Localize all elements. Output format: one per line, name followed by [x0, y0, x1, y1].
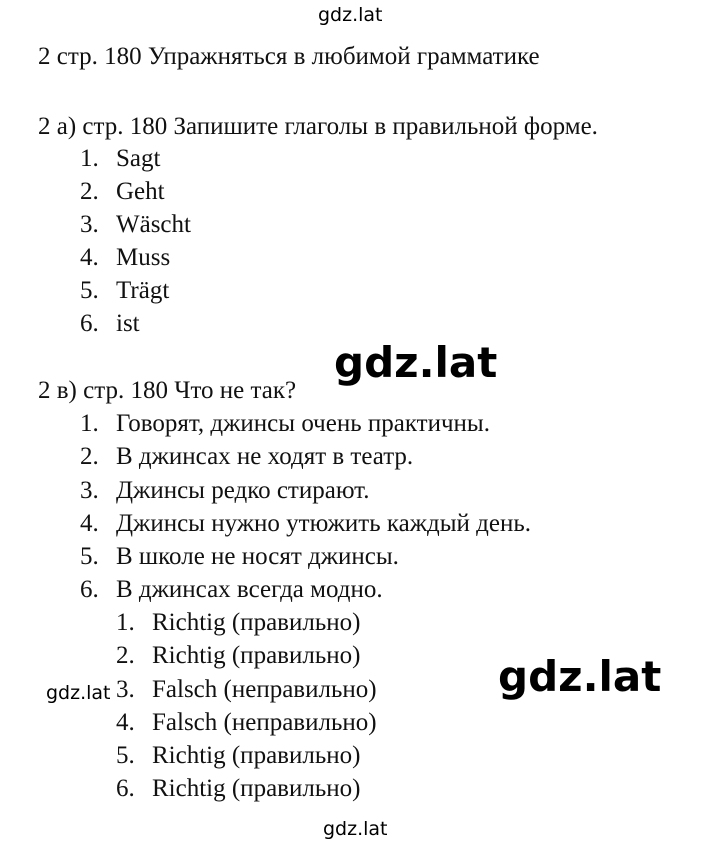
- answer-text: Falsch (неправильно): [152, 676, 377, 703]
- list-item: [80, 212, 191, 237]
- item-text: Джинсы редко стирают.: [116, 477, 370, 504]
- answer-item: [116, 776, 360, 801]
- list-item: [80, 411, 490, 436]
- item-text: Sagt: [116, 145, 161, 172]
- answer-text: Richtig (правильно): [152, 742, 361, 769]
- item-text: В джинсах всегда модно.: [116, 576, 383, 603]
- answer-text: Richtig (правильно): [152, 609, 361, 636]
- answer-number: 5.: [116, 742, 135, 769]
- list-item: [80, 311, 140, 336]
- list-item: [80, 245, 170, 270]
- item-number: 3.: [80, 211, 99, 238]
- answer-item: [116, 643, 360, 668]
- watermark-bottom: gdz.lat: [323, 818, 388, 840]
- item-number: 2.: [80, 443, 99, 470]
- item-number: 1.: [80, 410, 99, 437]
- item-text: Geht: [116, 178, 165, 205]
- section-b-title: 2 в) стр. 180 Что не так?: [38, 377, 297, 404]
- watermark-right: gdz.lat: [498, 652, 662, 701]
- item-number: 4.: [80, 244, 99, 271]
- answer-item: [116, 610, 360, 635]
- answer-number: 4.: [116, 709, 135, 736]
- answer-number: 6.: [116, 775, 135, 802]
- list-item: [80, 278, 169, 303]
- item-text: Trägt: [116, 277, 170, 304]
- list-item: [80, 444, 413, 469]
- watermark-top: gdz.lat: [318, 4, 383, 26]
- answer-text: Falsch (неправильно): [152, 709, 377, 736]
- watermark-left-small: gdz.lat: [46, 682, 111, 704]
- answer-number: 2.: [116, 642, 135, 669]
- answer-item: [116, 743, 360, 768]
- item-text: Говорят, джинсы очень практичны.: [116, 410, 490, 437]
- list-item: [80, 179, 165, 204]
- item-number: 5.: [80, 543, 99, 570]
- item-number: 1.: [80, 145, 99, 172]
- section-a-title: 2 а) стр. 180 Запишите глаголы в правильной форме.: [38, 113, 598, 140]
- page-heading: 2 стр. 180 Упражняться в любимой грамматике: [38, 43, 540, 70]
- item-text: Джинсы нужно утюжить каждый день.: [116, 510, 532, 537]
- list-item: [80, 544, 399, 569]
- item-text: В джинсах не ходят в театр.: [116, 443, 414, 470]
- watermark-middle: gdz.lat: [334, 338, 498, 387]
- item-number: 2.: [80, 178, 99, 205]
- answer-text: Richtig (правильно): [152, 775, 361, 802]
- item-text: В школе не носят джинсы.: [116, 543, 399, 570]
- item-text: Wäscht: [116, 211, 191, 238]
- answer-number: 3.: [116, 676, 135, 703]
- answer-number: 1.: [116, 609, 135, 636]
- answer-item: [116, 710, 377, 735]
- list-item: [80, 511, 531, 536]
- item-number: 5.: [80, 277, 99, 304]
- answer-text: Richtig (правильно): [152, 642, 361, 669]
- item-number: 6.: [80, 576, 99, 603]
- list-item: [80, 478, 369, 503]
- item-text: ist: [116, 310, 140, 337]
- answer-item: [116, 677, 377, 702]
- item-number: 4.: [80, 510, 99, 537]
- item-number: 6.: [80, 310, 99, 337]
- item-text: Muss: [116, 244, 171, 271]
- list-item: [80, 577, 383, 602]
- item-number: 3.: [80, 477, 99, 504]
- list-item: [80, 146, 160, 171]
